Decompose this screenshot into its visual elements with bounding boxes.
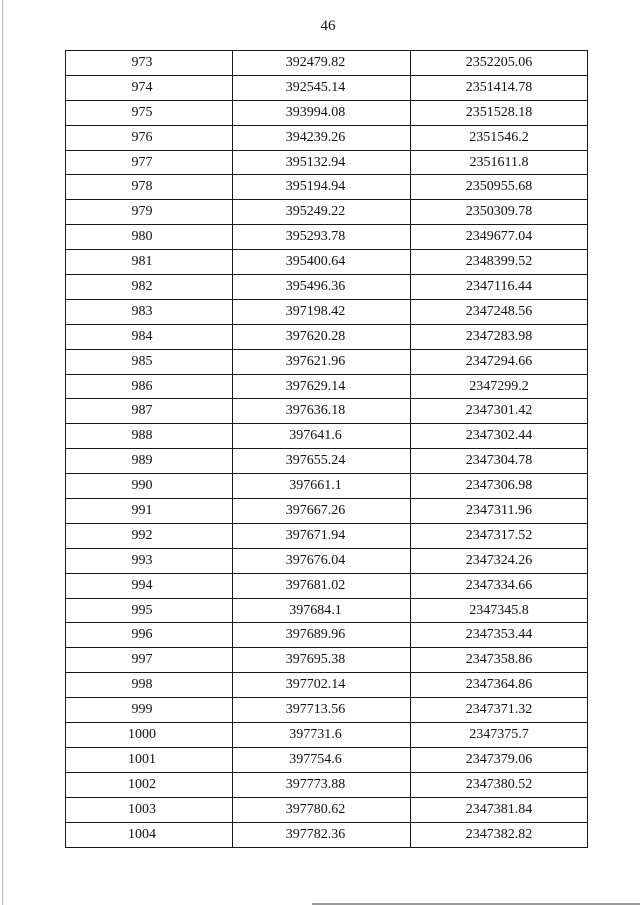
point-number-cell: 993	[66, 548, 233, 573]
table-row	[66, 324, 588, 349]
x-coordinate-cell: 395496.36	[233, 275, 411, 300]
point-number-cell: 995	[66, 598, 233, 623]
table-row	[66, 75, 588, 100]
point-number-cell: 994	[66, 573, 233, 598]
table-row	[66, 598, 588, 623]
y-coordinate-cell: 2347317.52	[411, 523, 588, 548]
x-coordinate-cell: 397780.62	[233, 797, 411, 822]
table-row	[66, 399, 588, 424]
point-number-cell: 973	[66, 51, 233, 76]
point-number-cell: 996	[66, 623, 233, 648]
point-number-cell: 981	[66, 250, 233, 275]
point-number-cell: 985	[66, 349, 233, 374]
x-coordinate-cell: 397689.96	[233, 623, 411, 648]
x-coordinate-cell: 395194.94	[233, 175, 411, 200]
y-coordinate-cell: 2347358.86	[411, 648, 588, 673]
point-number-cell: 980	[66, 225, 233, 250]
y-coordinate-cell: 2351611.8	[411, 150, 588, 175]
point-number-cell: 992	[66, 523, 233, 548]
table-row	[66, 225, 588, 250]
point-number-cell: 997	[66, 648, 233, 673]
x-coordinate-cell: 397695.38	[233, 648, 411, 673]
y-coordinate-cell: 2349677.04	[411, 225, 588, 250]
y-coordinate-cell: 2351414.78	[411, 75, 588, 100]
table-row	[66, 648, 588, 673]
table-row	[66, 723, 588, 748]
x-coordinate-cell: 392545.14	[233, 75, 411, 100]
x-coordinate-cell: 397681.02	[233, 573, 411, 598]
table-row	[66, 275, 588, 300]
x-coordinate-cell: 397641.6	[233, 424, 411, 449]
point-number-cell: 998	[66, 673, 233, 698]
y-coordinate-cell: 2347304.78	[411, 449, 588, 474]
y-coordinate-cell: 2347364.86	[411, 673, 588, 698]
x-coordinate-cell: 395249.22	[233, 200, 411, 225]
x-coordinate-cell: 395400.64	[233, 250, 411, 275]
point-number-cell: 1001	[66, 747, 233, 772]
y-coordinate-cell: 2347311.96	[411, 499, 588, 524]
coordinates-table-body	[66, 51, 588, 848]
table-row	[66, 523, 588, 548]
y-coordinate-cell: 2350955.68	[411, 175, 588, 200]
table-row	[66, 698, 588, 723]
y-coordinate-cell: 2347299.2	[411, 374, 588, 399]
y-coordinate-cell: 2347302.44	[411, 424, 588, 449]
x-coordinate-cell: 397621.96	[233, 349, 411, 374]
x-coordinate-cell: 397731.6	[233, 723, 411, 748]
y-coordinate-cell: 2351528.18	[411, 100, 588, 125]
point-number-cell: 986	[66, 374, 233, 399]
table-row	[66, 374, 588, 399]
table-row	[66, 125, 588, 150]
point-number-cell: 1003	[66, 797, 233, 822]
table-row	[66, 474, 588, 499]
point-number-cell: 982	[66, 275, 233, 300]
x-coordinate-cell: 395132.94	[233, 150, 411, 175]
y-coordinate-cell: 2347353.44	[411, 623, 588, 648]
table-row	[66, 299, 588, 324]
x-coordinate-cell: 395293.78	[233, 225, 411, 250]
x-coordinate-cell: 394239.26	[233, 125, 411, 150]
point-number-cell: 976	[66, 125, 233, 150]
table-row	[66, 424, 588, 449]
table-row	[66, 449, 588, 474]
x-coordinate-cell: 397773.88	[233, 772, 411, 797]
y-coordinate-cell: 2347324.26	[411, 548, 588, 573]
y-coordinate-cell: 2348399.52	[411, 250, 588, 275]
x-coordinate-cell: 397782.36	[233, 822, 411, 847]
x-coordinate-cell: 397676.04	[233, 548, 411, 573]
point-number-cell: 987	[66, 399, 233, 424]
y-coordinate-cell: 2347379.06	[411, 747, 588, 772]
table-row	[66, 499, 588, 524]
x-coordinate-cell: 397629.14	[233, 374, 411, 399]
point-number-cell: 999	[66, 698, 233, 723]
x-coordinate-cell: 397702.14	[233, 673, 411, 698]
y-coordinate-cell: 2347382.82	[411, 822, 588, 847]
point-number-cell: 1002	[66, 772, 233, 797]
point-number-cell: 984	[66, 324, 233, 349]
y-coordinate-cell: 2347375.7	[411, 723, 588, 748]
table-row	[66, 250, 588, 275]
y-coordinate-cell: 2351546.2	[411, 125, 588, 150]
point-number-cell: 983	[66, 299, 233, 324]
y-coordinate-cell: 2347371.32	[411, 698, 588, 723]
y-coordinate-cell: 2347294.66	[411, 349, 588, 374]
point-number-cell: 990	[66, 474, 233, 499]
point-number-cell: 975	[66, 100, 233, 125]
coordinates-table	[65, 50, 588, 848]
table-row	[66, 51, 588, 76]
page-left-edge	[2, 0, 3, 905]
table-row	[66, 673, 588, 698]
y-coordinate-cell: 2347301.42	[411, 399, 588, 424]
y-coordinate-cell: 2347248.56	[411, 299, 588, 324]
table-row	[66, 573, 588, 598]
point-number-cell: 989	[66, 449, 233, 474]
x-coordinate-cell: 397198.42	[233, 299, 411, 324]
x-coordinate-cell: 397713.56	[233, 698, 411, 723]
table-row	[66, 747, 588, 772]
y-coordinate-cell: 2350309.78	[411, 200, 588, 225]
point-number-cell: 991	[66, 499, 233, 524]
x-coordinate-cell: 392479.82	[233, 51, 411, 76]
table-row	[66, 100, 588, 125]
y-coordinate-cell: 2347381.84	[411, 797, 588, 822]
y-coordinate-cell: 2347345.8	[411, 598, 588, 623]
table-row	[66, 797, 588, 822]
point-number-cell: 988	[66, 424, 233, 449]
x-coordinate-cell: 397667.26	[233, 499, 411, 524]
point-number-cell: 977	[66, 150, 233, 175]
x-coordinate-cell: 397671.94	[233, 523, 411, 548]
y-coordinate-cell: 2347380.52	[411, 772, 588, 797]
table-row	[66, 200, 588, 225]
table-row	[66, 822, 588, 847]
x-coordinate-cell: 397620.28	[233, 324, 411, 349]
page-number: 46	[320, 18, 336, 34]
point-number-cell: 974	[66, 75, 233, 100]
point-number-cell: 1000	[66, 723, 233, 748]
point-number-cell: 979	[66, 200, 233, 225]
y-coordinate-cell: 2347283.98	[411, 324, 588, 349]
point-number-cell: 1004	[66, 822, 233, 847]
table-row	[66, 349, 588, 374]
point-number-cell: 978	[66, 175, 233, 200]
y-coordinate-cell: 2352205.06	[411, 51, 588, 76]
table-row	[66, 623, 588, 648]
x-coordinate-cell: 397636.18	[233, 399, 411, 424]
x-coordinate-cell: 397661.1	[233, 474, 411, 499]
y-coordinate-cell: 2347116.44	[411, 275, 588, 300]
y-coordinate-cell: 2347306.98	[411, 474, 588, 499]
table-row	[66, 150, 588, 175]
table-row	[66, 175, 588, 200]
x-coordinate-cell: 397684.1	[233, 598, 411, 623]
x-coordinate-cell: 397754.6	[233, 747, 411, 772]
y-coordinate-cell: 2347334.66	[411, 573, 588, 598]
x-coordinate-cell: 397655.24	[233, 449, 411, 474]
table-row	[66, 772, 588, 797]
x-coordinate-cell: 393994.08	[233, 100, 411, 125]
table-row	[66, 548, 588, 573]
